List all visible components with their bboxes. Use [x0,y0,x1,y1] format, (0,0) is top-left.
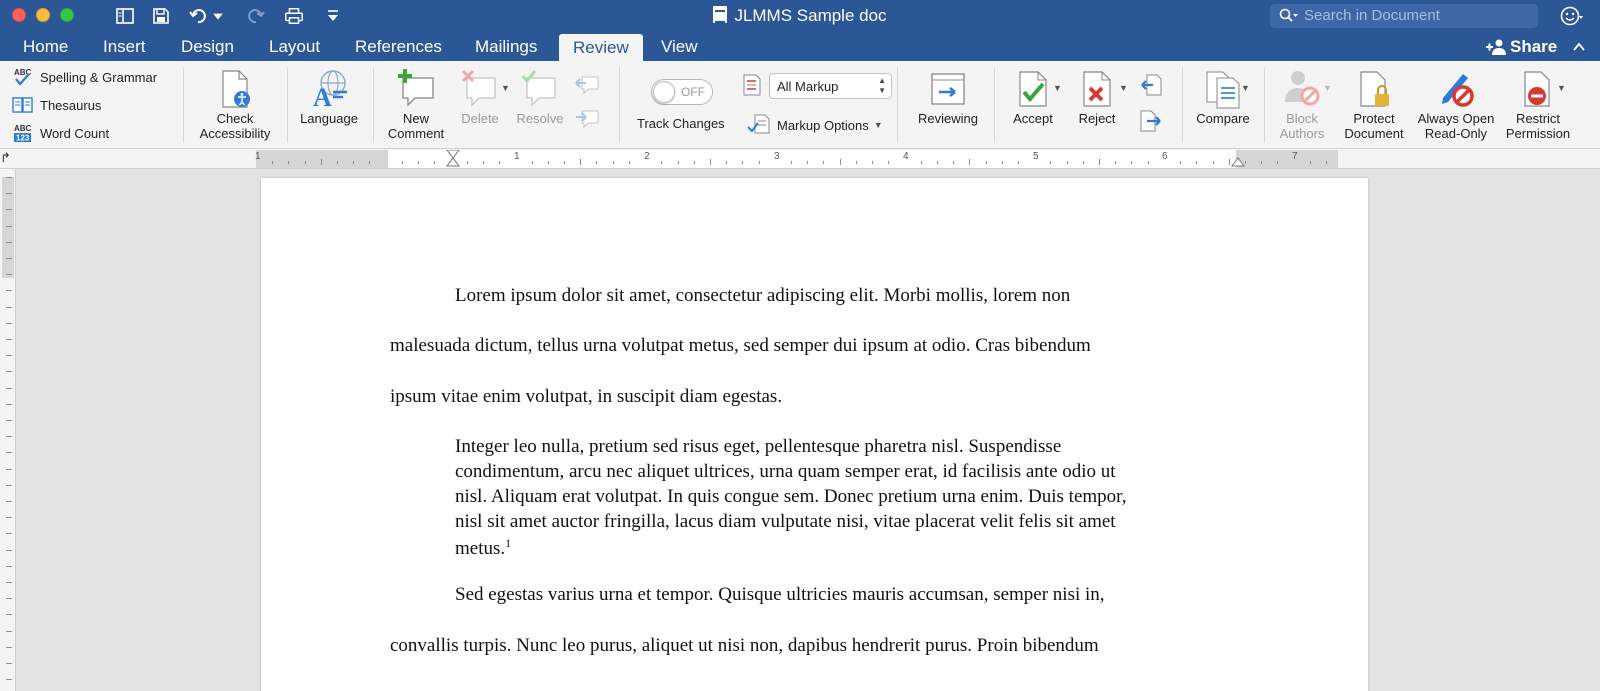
tab-home[interactable]: Home [23,37,69,56]
ruler-tick [726,161,727,164]
ruler-tick [6,290,12,291]
print-icon[interactable] [282,5,306,27]
ruler-tick [305,161,306,164]
ruler-tick [6,323,12,324]
right-indent-marker[interactable] [1231,154,1245,168]
tab-references[interactable]: References [355,37,442,56]
ruler-tick [6,420,12,421]
quote-line: nisl sit amet auctor fringilla, lacus diam vulputate nisi, vitae placerat velit felis sit amet [455,511,1116,532]
protect-document-button[interactable]: Protect Document [1338,67,1410,141]
ruler-tick [1067,161,1068,164]
ruler-tick [532,161,533,164]
svg-text:ABC: ABC [14,68,32,77]
ruler-tick [337,161,338,164]
reviewing-pane-button[interactable]: Reviewing [907,67,989,126]
tab-layout[interactable]: Layout [269,37,321,56]
delete-comment-icon [459,68,501,110]
para2-line: Sed egestas varius urna et tempor. Quisque ultricies mauris accumsan, semper nisi in, [455,584,1105,605]
ruler-tick [969,159,970,165]
language-button[interactable]: A Language [294,67,364,126]
previous-comment-icon [574,73,602,97]
tab-review[interactable]: Review [559,34,643,61]
ruler-tick [6,550,12,551]
undo-dropdown-icon[interactable] [212,5,224,27]
delete-dropdown-icon: ▼ [501,83,510,93]
ribbon-separator [897,67,898,143]
ruler-tick [823,161,824,164]
accept-dropdown-icon[interactable]: ▼ [1053,83,1062,93]
ruler-tick [872,161,873,164]
ruler-tick [1180,161,1181,164]
ruler-tick [6,566,12,567]
ruler-tick [434,161,435,164]
block-authors-icon [1282,68,1322,110]
para1-line: malesuada dictum, tellus urna volutpat metus, sed semper dui ipsum at odio. Cras bibendum [390,335,1091,356]
ruler-tick [1326,161,1327,164]
ruler-tick [418,161,419,164]
ruler-tick [921,161,922,164]
ruler-tick [1131,161,1132,164]
ruler-tick [1277,161,1278,164]
protect-document-icon [1355,68,1393,110]
right-margin [1236,150,1338,168]
ruler-tick [986,161,987,164]
ruler-tick [6,663,12,664]
markup-display-select[interactable]: All Markup ▲ ▼ [769,73,892,99]
tab-insert[interactable]: Insert [103,37,146,56]
ruler-tick [6,631,12,632]
select-stepper-icon: ▲ ▼ [878,76,886,95]
ruler-tick [6,193,12,194]
window-maximize-button[interactable] [60,8,74,22]
ruler-tick [1310,161,1311,164]
quote-line: condimentum, arcu nec aliquet ultrices, urna quam semper erat, id facilisis ante odio ut [455,461,1116,482]
vertical-ruler[interactable] [0,169,16,691]
ruler-tick [564,161,565,164]
ruler-tick [483,161,484,164]
ruler-tick [1002,161,1003,164]
next-comment-icon [574,107,602,131]
restrict-permission-dropdown-icon[interactable]: ▼ [1557,83,1566,93]
ruler-tick [759,161,760,164]
reject-dropdown-icon[interactable]: ▼ [1119,83,1128,93]
ruler-tick [548,161,549,164]
quote-line: Integer leo nulla, pretium sed risus eget, pellentesque pharetra nisl. Suspendisse [455,436,1062,457]
ruler-tick [6,209,12,210]
compare-button[interactable]: Compare [1190,67,1256,126]
ruler-tick [888,161,889,164]
redo-icon [244,5,266,27]
ruler-tick [6,679,12,680]
ruler-tick [6,452,12,453]
word-count-icon [12,123,34,143]
check-accessibility-button[interactable]: Check Accessibility [190,67,280,141]
tab-mailings[interactable]: Mailings [475,37,538,56]
delete-comment-button: Delete [451,67,509,126]
word-count-button[interactable]: ABC 123 Word Count [14,124,110,143]
window-close-button[interactable] [12,8,26,22]
ruler-tick [369,161,370,164]
next-change-icon[interactable] [1139,109,1163,133]
compare-documents-icon [1203,68,1243,110]
ruler-tick [353,161,354,164]
always-open-read-only-button[interactable]: Always Open Read-Only [1410,67,1502,141]
restrict-permission-icon [1519,68,1557,110]
ruler-tick [1261,161,1262,164]
top-margin [2,177,14,278]
title-bar [0,0,1600,32]
block-authors-dropdown-icon: ▼ [1323,83,1332,93]
ruler-tick [694,161,695,164]
new-comment-icon [395,68,437,110]
ruler-tick [937,161,938,164]
ruler-tick [6,307,12,308]
accept-change-icon [1014,68,1052,110]
ribbon-separator [287,67,288,143]
search-input[interactable]: Search in Document [1270,4,1538,28]
ruler-tick [807,161,808,164]
new-comment-button[interactable]: New Comment [383,67,449,141]
tab-view[interactable]: View [661,37,698,56]
ruler-tick [678,161,679,164]
para1-line: Lorem ipsum dolor sit amet, consectetur adipiscing elit. Morbi mollis, lorem non [455,285,1071,306]
ruler-tick [742,161,743,164]
ruler-tick [288,161,289,164]
para1-line: ipsum vitae enim volutpat, in suscipit diam egestas. [390,386,783,407]
word-doc-icon [713,6,727,23]
ruler-tick [1148,161,1149,164]
restrict-permission-button[interactable]: Restrict Permission [1500,67,1576,141]
ruler-tick [661,161,662,164]
ribbon-separator [994,67,995,143]
ruler-tick [6,501,12,502]
ruler-tick [1115,161,1116,164]
track-changes-toggle[interactable]: OFF [651,79,713,105]
ruler-tick [1196,161,1197,164]
collapse-ribbon-icon[interactable] [1572,40,1586,54]
spelling-grammar-button[interactable]: ABC Spelling & Grammar [12,66,157,88]
accept-button[interactable]: Accept [1004,67,1062,126]
ruler-tick [1229,159,1230,165]
ruler-tick [1245,161,1246,164]
reviewing-pane-icon [929,71,967,107]
feedback-smiley-icon[interactable] [1560,4,1584,28]
previous-change-icon[interactable] [1139,73,1163,97]
search-icon [1279,8,1299,24]
ruler-tick [402,161,403,164]
ruler-tick [6,614,12,615]
ruler-tick [710,159,711,165]
horizontal-ruler[interactable]: 1 1 2 3 4 5 6 7 [256,150,1338,168]
svg-text:123: 123 [16,133,30,143]
ruler-tick [6,404,12,405]
left-margin [256,150,388,168]
ruler-tick [272,161,273,164]
ribbon-separator [1182,67,1183,143]
ruler-tick [596,161,597,164]
ruler-tick [6,485,12,486]
ribbon-separator [619,67,620,143]
markup-options-button[interactable]: Markup Options ▼ [747,113,883,137]
ruler-tick [6,355,12,356]
ruler-tick [840,159,841,165]
ruler-tick [6,598,12,599]
ribbon-tab-bar [0,32,1600,61]
ruler-tick [6,388,12,389]
tab-selector-icon[interactable]: ↱ [0,150,11,165]
ruler-tick [791,161,792,164]
display-for-review-icon [742,73,762,97]
sidebar-toggle-icon[interactable] [114,5,136,27]
reject-button[interactable]: Reject [1068,67,1126,126]
ruler-tick [1050,161,1051,164]
track-changes-label: Track Changes [637,116,725,131]
document-page[interactable] [261,178,1368,691]
read-only-pen-icon [1435,68,1477,110]
ruler-tick [467,161,468,164]
ruler-tick [6,582,12,583]
language-globe-icon [307,68,351,110]
footnote-reference[interactable]: 1 [505,536,512,550]
ruler-tick [629,161,630,164]
customize-toolbar-icon[interactable] [322,5,344,27]
ruler-tick [6,242,12,243]
ruler-tick [856,161,857,164]
resolve-comment-icon [519,68,561,110]
toggle-knob [653,81,675,103]
block-authors-button: Block Authors [1270,67,1334,141]
thesaurus-button[interactable]: Thesaurus [12,94,101,116]
ruler-tick [6,533,12,534]
quote-line: nisl. Aliquam erat volutpat. In quis congue sem. Donec pretium urna enim. Duis tempor, [455,486,1127,507]
ruler-tick [953,161,954,164]
quote-line: metus.$^1$ [455,536,512,559]
ruler-tick [6,258,12,259]
ruler-tick [1099,159,1100,165]
ruler-tick [6,177,12,178]
ribbon-separator [183,67,184,143]
ruler-tick [6,469,12,470]
undo-icon[interactable] [188,5,210,27]
ruler-tick [6,339,12,340]
ruler-tick [1213,161,1214,164]
ruler-tick [6,226,12,227]
share-button[interactable]: Share [1486,32,1557,61]
window-minimize-button[interactable] [36,8,50,22]
ruler-tick [499,161,500,164]
compare-dropdown-icon[interactable]: ▼ [1241,83,1250,93]
tab-design[interactable]: Design [181,37,234,56]
ruler-tick [613,161,614,164]
ruler-tick [321,159,322,165]
first-line-indent-marker[interactable] [446,150,460,168]
ribbon-separator [373,67,374,143]
svg-text:ABC: ABC [14,124,32,133]
ruler-tick [1083,161,1084,164]
spelling-check-icon [12,67,34,87]
ruler-tick [6,517,12,518]
markup-options-dropdown-icon: ▼ [873,120,883,130]
ruler-tick [6,436,12,437]
para2-line: convallis turpis. Nunc leo purus, aliquet ut nisi non, dapibus hendrerit purus. Proin bibendum [390,635,1099,656]
window-title: JLMMS Sample doc [0,6,1600,26]
ruler-tick [6,647,12,648]
ruler-tick [580,159,581,165]
resolve-comment-button: Resolve [513,67,567,126]
ruler-tick [1018,161,1019,164]
ruler-tick [6,274,12,275]
add-person-icon [1486,39,1508,55]
accessibility-check-icon [217,68,253,110]
thesaurus-book-icon [12,95,34,115]
ruler-tick [6,371,12,372]
markup-options-icon [747,113,771,137]
review-ribbon [0,61,1600,149]
ribbon-separator [1264,67,1265,143]
save-icon[interactable] [150,5,172,27]
svg-text:A: A [313,83,332,110]
reject-change-icon [1078,68,1116,110]
